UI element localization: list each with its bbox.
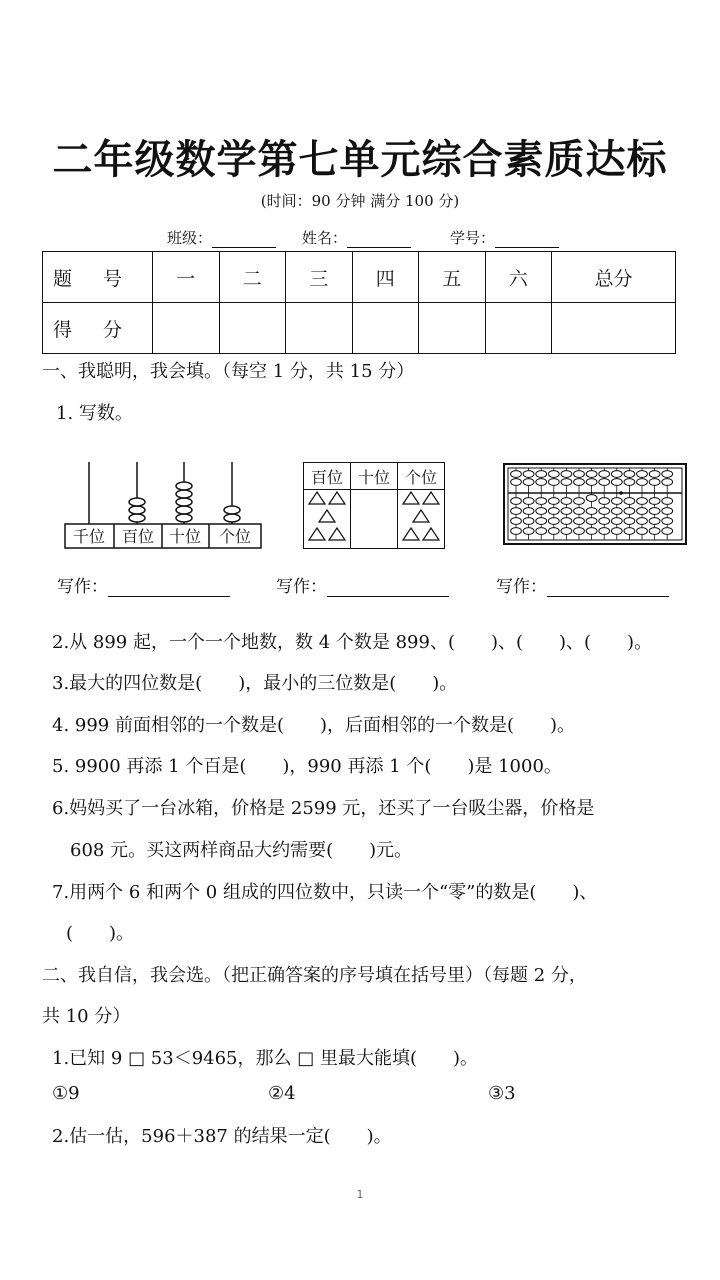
question-7-line1: 7.用两个 6 和两个 0 组成的四位数中，只读一个“零”的数是( )、 (52, 882, 598, 903)
abacus-bead (523, 479, 534, 486)
abacus-bead (611, 479, 622, 486)
abacus-bead (586, 495, 597, 502)
question-6-line1: 6.妈妈买了一台冰箱，价格是 2599 元，还买了一台吸尘器，价格是 (52, 798, 595, 819)
section2-heading-line2: 共 10 分） (42, 1006, 131, 1027)
write-label: 写作： (276, 577, 327, 597)
abacus-bead (511, 508, 522, 515)
abacus-bead (624, 528, 635, 535)
page-title: 二年级数学第七单元综合素质达标 (52, 137, 668, 183)
abacus-bead (548, 471, 559, 478)
triangle-icon (399, 490, 443, 544)
abacus-bead (599, 479, 610, 486)
question-6-line2: 608 元。买这两样商品大约需要( )元。 (70, 840, 413, 861)
score-input-cell[interactable] (419, 303, 486, 354)
abacus-label-hundreds: 百位 (121, 527, 155, 546)
pv-header-ones: 个位 (398, 463, 445, 490)
write-label: 写作： (496, 577, 547, 597)
abacus-bead (662, 528, 673, 535)
abacus-bead (523, 471, 534, 478)
abacus-bead (536, 508, 547, 515)
score-table-cell: 一 (153, 252, 220, 303)
abacus-bead (523, 518, 534, 525)
name-label: 姓名： (302, 229, 348, 247)
abacus-bead (637, 498, 648, 505)
abacus-bead (561, 528, 572, 535)
s2-question-1: 1.已知 9 □ 53＜9465，那么 □ 里最大能填( )。 (52, 1048, 479, 1069)
write-answer-2[interactable] (276, 572, 449, 597)
abacus-bead (624, 471, 635, 478)
abacus-bead (611, 471, 622, 478)
score-table-cell: 题 号 (43, 252, 153, 303)
abacus-bead (624, 508, 635, 515)
score-table-cell: 三 (286, 252, 353, 303)
section1-heading: 一、我聪明，我会填。（每空 1 分，共 15 分） (42, 361, 415, 382)
abacus-bead (599, 498, 610, 505)
score-table-cell: 总分 (552, 252, 676, 303)
abacus-bead (536, 498, 547, 505)
abacus-bead (536, 479, 547, 486)
abacus-bead (637, 471, 648, 478)
score-input-cell[interactable] (552, 303, 676, 354)
score-input-cell[interactable] (286, 303, 353, 354)
abacus-bead (637, 508, 648, 515)
abacus-bead (523, 528, 534, 535)
abacus-bead (536, 528, 547, 535)
score-table-cell: 二 (219, 252, 286, 303)
write-label: 写作： (57, 577, 108, 597)
score-table (42, 251, 676, 354)
abacus-bead (649, 479, 660, 486)
pv-cell-tens (351, 490, 398, 549)
abacus-bead (611, 528, 622, 535)
abacus-bead (536, 518, 547, 525)
abacus-bead (649, 518, 660, 525)
score-table-score-row (43, 303, 676, 354)
s2-q1-option-2[interactable]: ②4 (268, 1083, 296, 1104)
abacus-bead (624, 479, 635, 486)
question-1: 1. 写数。 (56, 403, 133, 424)
abacus-bead (599, 508, 610, 515)
abacus-bead (624, 518, 635, 525)
s2-q1-option-1[interactable]: ①9 (52, 1083, 80, 1104)
abacus-bead (511, 471, 522, 478)
abacus-label-ones: 个位 (218, 527, 252, 546)
abacus-bead (611, 508, 622, 515)
write-blank-3[interactable] (547, 576, 669, 597)
id-blank[interactable] (495, 233, 559, 248)
abacus-bead (511, 528, 522, 535)
pv-cell-ones (398, 490, 445, 549)
abacus-bead (662, 479, 673, 486)
score-table-cell: 四 (352, 252, 419, 303)
abacus-bead (548, 479, 559, 486)
abacus-bead (611, 498, 622, 505)
abacus-bead (548, 528, 559, 535)
name-blank[interactable] (347, 233, 411, 248)
abacus-bead (511, 518, 522, 525)
abacus-bead (574, 471, 585, 478)
abacus-bead (548, 508, 559, 515)
write-answer-1[interactable] (57, 572, 230, 597)
question-7-line2: ( )。 (66, 923, 135, 944)
abacus-bead (536, 471, 547, 478)
abacus-bead (586, 479, 597, 486)
score-input-cell[interactable] (352, 303, 419, 354)
abacus-bead (561, 508, 572, 515)
abacus-bead (586, 508, 597, 515)
question-2: 2.从 899 起，一个一个地数，数 4 个数是 899、( )、( )、( )。 (52, 632, 653, 653)
section2-heading-line1: 二、我自信，我会选。（把正确答案的序号填在括号里）（每题 2 分， (42, 965, 587, 986)
score-input-cell[interactable] (485, 303, 552, 354)
abacus-bead (649, 471, 660, 478)
abacus-bead (523, 498, 534, 505)
pv-header-tens: 十位 (351, 463, 398, 490)
abacus-bead (599, 518, 610, 525)
abacus-bead (574, 479, 585, 486)
abacus-bead (523, 508, 534, 515)
question-4: 4. 999 前面相邻的一个数是( )，后面相邻的一个数是( )。 (52, 715, 576, 736)
place-value-chart (303, 462, 445, 549)
abacus-bead (637, 479, 648, 486)
abacus-bead (662, 498, 673, 505)
abacus-bead (586, 518, 597, 525)
score-input-cell[interactable] (219, 303, 286, 354)
abacus-bead (561, 479, 572, 486)
abacus-bead (574, 508, 585, 515)
abacus-label-thousands: 千位 (72, 527, 106, 546)
abacus-bead (649, 498, 660, 505)
abacus-bead (561, 498, 572, 505)
abacus-bead (548, 498, 559, 505)
score-input-cell[interactable] (153, 303, 220, 354)
page-number: 1 (356, 1188, 364, 1201)
abacus-bead (599, 528, 610, 535)
abacus-bead (548, 518, 559, 525)
question-5: 5. 9900 再添 1 个百是( )，990 再添 1 个( )是 1000。 (52, 756, 562, 777)
abacus-bead (611, 518, 622, 525)
s2-question-2: 2.估一估，596＋387 的结果一定( )。 (52, 1126, 392, 1147)
abacus-bead (574, 518, 585, 525)
abacus-figure (503, 463, 687, 545)
id-label: 学号： (450, 229, 496, 247)
score-table-cell: 六 (485, 252, 552, 303)
score-row-label: 得 分 (43, 303, 153, 354)
id-field[interactable] (450, 227, 559, 248)
abacus-bead (586, 528, 597, 535)
abacus-bead (561, 518, 572, 525)
s2-q1-option-3[interactable]: ③3 (488, 1083, 516, 1104)
score-table-header-row (43, 252, 676, 303)
pv-cell-hundreds (304, 490, 351, 549)
abacus-bead (662, 471, 673, 478)
abacus-bead (574, 528, 585, 535)
class-blank[interactable] (212, 233, 276, 248)
abacus-bead (511, 479, 522, 486)
write-blank-2[interactable] (327, 576, 449, 597)
abacus-bead (561, 471, 572, 478)
class-label: 班级： (167, 229, 213, 247)
name-field[interactable] (302, 227, 411, 248)
class-field[interactable] (167, 227, 276, 248)
counting-rods-figure (64, 458, 264, 550)
triangle-icon (305, 490, 349, 544)
abacus-bead (662, 508, 673, 515)
question-3: 3.最大的四位数是( )，最小的三位数是( )。 (52, 673, 458, 694)
abacus-bead (624, 498, 635, 505)
abacus-label-tens: 十位 (168, 527, 202, 546)
abacus-bead (662, 518, 673, 525)
abacus-bead (599, 471, 610, 478)
abacus-bead (511, 498, 522, 505)
write-answer-3[interactable] (496, 572, 669, 597)
abacus-bead (586, 471, 597, 478)
abacus-bead (649, 528, 660, 535)
abacus-bead (637, 528, 648, 535)
abacus-bead (574, 498, 585, 505)
write-blank-1[interactable] (108, 576, 230, 597)
abacus-bead (649, 508, 660, 515)
pv-header-hundreds: 百位 (304, 463, 351, 490)
exam-subtitle: (时间：90 分钟 满分 100 分) (260, 192, 460, 210)
score-table-cell: 五 (419, 252, 486, 303)
abacus-bead (637, 518, 648, 525)
